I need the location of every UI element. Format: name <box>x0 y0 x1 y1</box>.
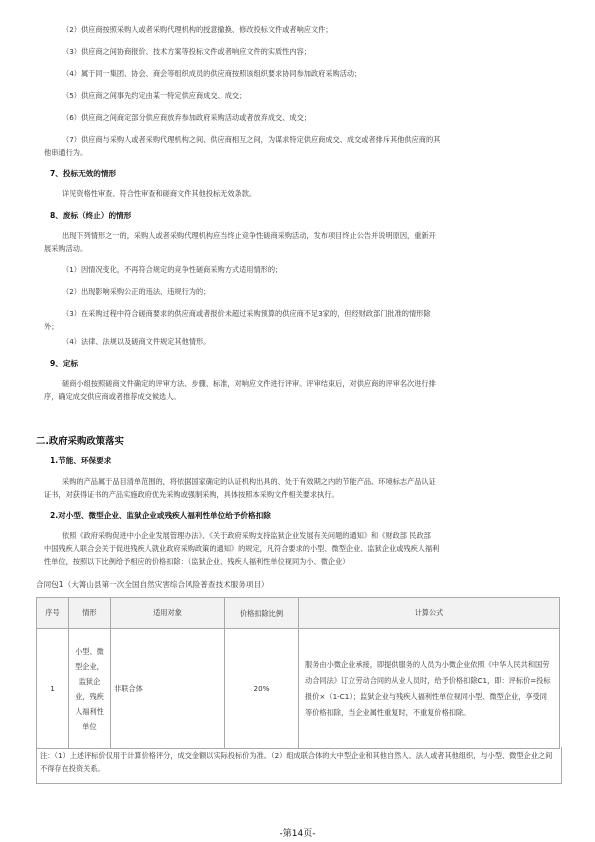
collusion-item-3: （3）供应商之间协商报价、技术方案等投标文件或者响应文件的实质性内容； <box>62 47 311 56</box>
final-line1: 磋商小组按照磋商文件确定的评审方法、步骤、标准，对响应文件进行评审。评审结束后，对供应商的评审名次进行排 <box>62 379 436 388</box>
collusion-item-7-line1: （7）供应商与采购人或者采购代理机构之间、供应商相互之间，为谋求特定供应商成交、成交或者排斥其他供应商的其 <box>62 135 441 144</box>
invalid-bid-text: 详见资格性审查、符合性审查和磋商文件其他投标无效条款。 <box>62 189 257 198</box>
heading-final: 9、定标 <box>50 359 79 368</box>
header-index: 序号 <box>37 598 69 629</box>
abandon-item-2: （2）出现影响采购公正的违法、违规行为的； <box>62 287 211 296</box>
energy-line1: 采购的产品属于品目清单范围的，将依据国家确定的认证机构出具的、处于有效期之内的节能产品、环境标志产品认证 <box>62 477 436 486</box>
energy-line2: 证书，对获得证书的产品实施政府优先采购或强制采购，具体按照本采购文件相关要求执行。 <box>44 490 339 499</box>
small-line1: 依照《政府采购促进中小企业发展管理办法》、《关于政府采购支持监狱企业发展有关问题的通知》和《财政部 民政部 <box>62 531 431 540</box>
heading-invalid-bid: 7、投标无效的情形 <box>50 169 117 178</box>
header-situation: 情形 <box>69 598 111 629</box>
final-line2: 序，确定成交供应商或者推荐成交候选人。 <box>44 392 181 401</box>
table-row <box>37 629 560 749</box>
collusion-item-7-line2: 他串通行为。 <box>44 148 88 157</box>
price-deduction-table <box>36 597 560 749</box>
cell-formula: 服务由小微企业承接，即提供服务的人员为小微企业依照《中华人民共和国劳动合同法》订立劳动合同的从业人员时，给予价格扣除C1，即：评标价=投标报价×（1-C1）；监狱企业与残疾人福利性单位视同小型、微型企业，享受同等价格扣除，当企业属性重复时，不重复价格扣除。 <box>299 629 560 749</box>
abandon-item-3-line1: （3）在采购过程中符合磋商要求的供应商或者报价未超过采购预算的供应商不足3家的，但经财政部门批准的情形除 <box>62 309 431 318</box>
abandon-intro-line1: 出现下列情形之一的，采购人或者采购代理机构应当终止竞争性磋商采购活动，发布项目终止公告并说明原因，重新开 <box>62 231 436 240</box>
heading-energy: 1.节能、环保要求 <box>50 456 112 465</box>
page-number: -第14页- <box>279 829 316 839</box>
abandon-item-4: （4）法律、法规以及磋商文件规定其他情形。 <box>62 337 211 346</box>
cell-deduction: 20% <box>225 629 299 749</box>
heading-policy: 二.政府采购政策落实 <box>36 436 124 447</box>
table-note: 注：（1）上述评标价仅用于计算价格评分，成交金额以实际投标价为准。（2）组成联合体的大中型企业和其他自然人、法人或者其他组织，与小型、微型企业之间不得存在投资关系。 <box>36 747 562 784</box>
small-line3: 性单位，按照以下比例给予相应的价格扣除：（监狱企业、残疾人福利性单位视同为小、微企业） <box>44 557 350 566</box>
collusion-item-2: （2）供应商按照采购人或者采购代理机构的授意撤换、修改投标文件或者响应文件； <box>62 25 333 34</box>
collusion-item-5: （5）供应商之间事先约定由某一特定供应商成交、成交； <box>62 91 247 100</box>
abandon-item-3-line2: 外； <box>44 322 59 331</box>
table-header-row <box>37 598 560 629</box>
collusion-item-6: （6）供应商之间商定部分供应商放弃参加政府采购活动或者放弃成交、成交； <box>62 113 311 122</box>
contract-package-label: 合同包1（大箐山县第一次全国自然灾害综合风险普查技术服务项目） <box>36 580 269 589</box>
cell-index: 1 <box>37 629 69 749</box>
header-target: 适用对象 <box>111 598 225 629</box>
small-line2: 中国残疾人联合会关于促进残疾人就业政府采购政策的通知》的规定，凡符合要求的小型、微型企业、监狱企业或残疾人福利 <box>44 544 440 553</box>
header-deduction: 价格扣除比例 <box>225 598 299 629</box>
cell-situation: 小型、微型企业，监狱企业，残疾人福利性单位 <box>69 629 111 749</box>
header-formula: 计算公式 <box>299 598 560 629</box>
heading-abandon: 8、废标（终止）的情形 <box>50 211 132 220</box>
collusion-item-4: （4）属于同一集团、协会、商会等组织成员的供应商按照该组织要求协同参加政府采购活动； <box>62 69 362 78</box>
cell-target: 非联合体 <box>111 629 225 749</box>
abandon-item-1: （1）因情况变化，不再符合规定的竞争性磋商采购方式适用情形的； <box>62 265 283 274</box>
abandon-intro-line2: 展采购活动。 <box>44 244 88 253</box>
heading-small-enterprise: 2.对小型、微型企业、监狱企业或残疾人福利性单位给予价格扣除 <box>50 511 271 520</box>
